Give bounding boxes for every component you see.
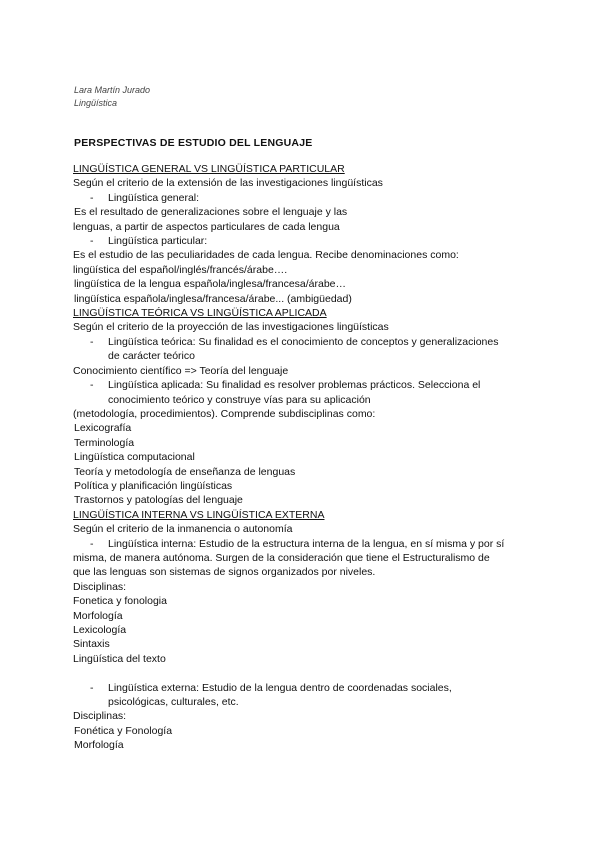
discipline-item: Fonética y Fonología	[74, 724, 173, 737]
section-intro: Según el criterio de la inmanencia o autonomía	[73, 523, 293, 536]
discipline-item: Lexicología	[73, 624, 127, 636]
list-item: - Lingüística aplicada: Su finalidad es resolver problemas prácticos. Selecciona el	[90, 379, 481, 392]
document-meta	[74, 84, 150, 110]
document-body	[73, 162, 543, 753]
section-heading-teorica-aplicada: LINGÜÍSTICA TEÓRICA VS LINGÜÍSTICA APLICADA	[73, 307, 327, 320]
discipline-item: Morfología	[74, 739, 124, 752]
subdiscipline-item: Política y planificación lingüísticas	[74, 479, 233, 492]
dash-bullet-icon: -	[90, 537, 94, 550]
disciplinas-label: Disciplinas:	[73, 580, 127, 593]
discipline-item: Lingüística del texto	[73, 652, 166, 665]
subdiscipline-item: Teoría y metodología de enseñanza de lenguas	[74, 465, 296, 478]
subject-name: Lingüística	[74, 98, 118, 108]
dash-bullet-icon: -	[90, 335, 94, 348]
discipline-item: Fonetica y fonologia	[73, 595, 167, 608]
list-item-continuation: psicológicas, culturales, etc.	[108, 696, 239, 709]
paragraph-line: (metodología, procedimientos). Comprende subdisciplinas como:	[73, 407, 376, 420]
list-item: - Lingüística particular:	[90, 235, 208, 248]
example-line: lingüística del español/inglés/francés/árabe….	[73, 263, 288, 276]
dash-bullet-icon: -	[90, 379, 94, 392]
disciplinas-label: Disciplinas:	[73, 710, 127, 723]
list-item: - Lingüística teórica: Su finalidad es el conocimiento de conceptos y generalizaciones	[90, 335, 499, 348]
section-intro: Según el criterio de la proyección de las investigaciones lingüísticas	[73, 321, 389, 334]
subdiscipline-item: Terminología	[74, 436, 135, 449]
paragraph-line: Es el resultado de generalizaciones sobre el lenguaje y las	[74, 206, 348, 219]
list-item: - Lingüística general:	[90, 191, 200, 204]
paragraph-line: que las lenguas son sistemas de signos organizados por niveles.	[73, 566, 376, 579]
dash-bullet-icon: -	[90, 191, 94, 204]
document-title: PERSPECTIVAS DE ESTUDIO DEL LENGUAJE	[74, 137, 313, 149]
discipline-item: Sintaxis	[73, 638, 110, 651]
paragraph-line: Conocimiento científico => Teoría del lenguaje	[73, 364, 289, 377]
section-heading-general-particular: LINGÜÍSTICA GENERAL VS LINGÜÍSTICA PARTICULAR	[73, 163, 345, 175]
example-line: lingüística española/inglesa/francesa/árabe... (ambigüedad)	[74, 292, 352, 305]
list-item-continuation: conocimiento teórico y construye vías para su aplicación	[108, 393, 371, 406]
list-item-continuation: de carácter teórico	[108, 350, 195, 363]
dash-bullet-icon: -	[90, 235, 94, 248]
dash-bullet-icon: -	[90, 681, 94, 694]
section-intro: Según el criterio de la extensión de las investigaciones lingüísticas	[73, 177, 383, 190]
list-item: - Lingüística externa: Estudio de la lengua dentro de coordenadas sociales,	[90, 681, 452, 694]
author-name: Lara Martín Jurado	[74, 85, 151, 95]
paragraph-line: Es el estudio de las peculiaridades de cada lengua. Recibe denominaciones como:	[73, 249, 459, 262]
list-item: - Lingüística interna: Estudio de la estructura interna de la lengua, en sí misma y por sí	[90, 537, 505, 550]
paragraph-line: misma, de manera autónoma. Surgen de la consideración que tiene el Estructuralismo de	[73, 551, 490, 564]
example-line: lingüística de la lengua española/inglesa/francesa/árabe…	[74, 278, 347, 291]
subdiscipline-item: Lingüística computacional	[74, 451, 195, 464]
section-heading-interna-externa: LINGÜÍSTICA INTERNA VS LINGÜÍSTICA EXTERNA	[73, 508, 325, 521]
discipline-item: Morfología	[73, 609, 123, 622]
subdiscipline-item: Trastornos y patologías del lenguaje	[74, 494, 243, 507]
blank-line	[73, 666, 543, 680]
subdiscipline-item: Lexicografía	[74, 422, 132, 435]
paragraph-line: lenguas, a partir de aspectos particulares de cada lengua	[73, 220, 340, 233]
